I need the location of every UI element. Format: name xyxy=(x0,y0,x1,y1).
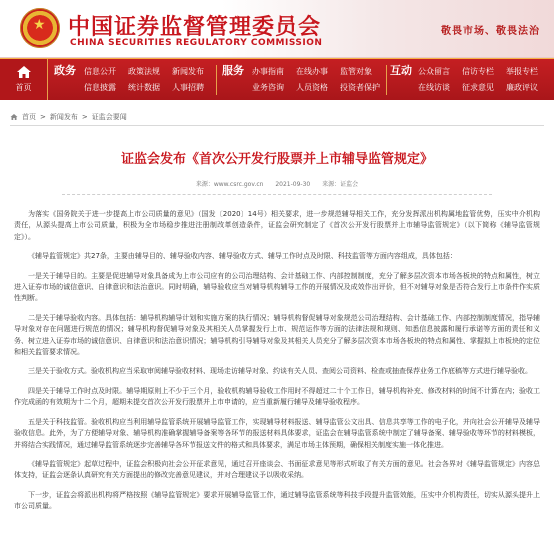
breadcrumb xyxy=(10,108,544,126)
nav-category-hudong: 互动 xyxy=(390,64,412,77)
nav-link-jianguanduixiang[interactable]: 监管对象 xyxy=(340,67,372,76)
nav-link-yewuzixun[interactable]: 业务咨询 xyxy=(252,83,284,92)
site-title[interactable]: 中国证券监督管理委员会 xyxy=(68,14,322,40)
nav-link-xinxigongkai[interactable]: 信息公开 xyxy=(84,67,116,76)
home-icon xyxy=(16,64,32,80)
nav-link-xinxipilu[interactable]: 信息披露 xyxy=(84,83,116,92)
article-paragraph: 二是关于辅导验收内容。具体包括：辅导机构辅导计划和实施方案的执行情况；辅导机构督促辅导对象规范公司治理结构、会计基础工作、内部控制制度情况，指导辅导对象对存在问题进行规范的情况；辅导机构督促辅导对象及其相关人员掌握发行上市、规范运作等方面的法律法规和规则、知悉信息披露和履行承诺等方面的责任和义务、树立进入证券市场的诚信意识、自律意识和法治意识情况；辅导机构引导辅导对象及其相关人员充分了解多层次资本市场各板块的特点和属性、掌握拟上市板块的定位和相关监管要求情况。 xyxy=(14,313,540,357)
article-meta xyxy=(62,179,492,195)
nav-category-fuwu: 服务 xyxy=(222,64,244,77)
nav-link-lianzhengpingyi[interactable]: 廉政评议 xyxy=(506,83,538,92)
nav-link-renyuanzige[interactable]: 人员资格 xyxy=(296,83,328,92)
article-title: 证监会发布《首次公开发行股票并上市辅导监管规定》 xyxy=(120,152,433,167)
nav-link-renshizhaopin[interactable]: 人事招聘 xyxy=(172,83,204,92)
article xyxy=(0,148,554,513)
breadcrumb-separator: > xyxy=(40,112,46,121)
nav-group-hudong xyxy=(390,59,550,100)
breadcrumb-csrc-news[interactable]: 证监会要闻 xyxy=(91,112,127,121)
meta-source: 来源：证监会 xyxy=(322,181,359,188)
nav-home-button[interactable] xyxy=(0,59,48,100)
breadcrumb-home[interactable]: 首页 xyxy=(22,112,36,121)
star-icon: ★ xyxy=(33,17,46,33)
nav-link-banshizhinan[interactable]: 办事指南 xyxy=(252,67,284,76)
article-paragraph: 四是关于辅导工作时点及时限。辅导期原则上不少于三个月，验收机构辅导验收工作用时不得超过二十个工作日，辅导机构补充、修改材料的时间不计算在内；验收工作完成函的有效期为十二个月，超期未提交首次公开发行股票并上市申请的，应当重新履行辅导及辅导验收程序。 xyxy=(14,386,540,407)
article-paragraph: 为落实《国务院关于进一步提高上市公司质量的意见》（国发〔2020〕14号）相关要求，进一步规范辅导相关工作，充分发挥派出机构属地监管优势，压实中介机构责任，从源头提高上市公司质量，积极为全市场稳步推进注册制改革创造条件，证监会研究制定了《首次公开发行股票并上市辅导监管规定》（以下简称《辅导监管规定》）。 xyxy=(14,210,540,241)
nav-link-zhengcefagui[interactable]: 政策法规 xyxy=(128,67,160,76)
meta-date: 2021-09-30 xyxy=(275,181,311,188)
nav-link-zhengqiuyijian[interactable]: 征求意见 xyxy=(462,83,494,92)
breadcrumb-separator: > xyxy=(81,112,88,121)
nav-divider xyxy=(216,65,217,95)
article-paragraph: 《辅导监管规定》起草过程中，证监会积极向社会公开征求意见，通过召开座谈会、书面征求意见等形式听取了有关方面的意见。社会各界对《辅导监管规定》内容总体支持，证监会逐条认真研究有关方面提出的修改完善意见建议，并对合理建议予以吸收采纳。 xyxy=(14,459,540,480)
nav-home-label: 首页 xyxy=(15,83,32,92)
article-paragraph: 五是关于科技监管。验收机构应当利用辅导监管系统开展辅导监管工作，实现辅导材料报送、辅导监管公文出具、信息共享等工作的电子化，并向社会公开辅导及辅导验收信息。此外，为了方便辅导对象、辅导机构准确掌握辅导备案等各环节的报送材料具体要求，证监会在辅导监管系统中制定了辅导备案、辅导验收等环节的材料模板，并将结合实践情况，通过辅导监管系统逐步完善辅导各环节报送文件的格式和具体要求，满足市场主体预期，确保相关制度实施一体化推进。 xyxy=(14,417,540,449)
national-emblem-logo[interactable] xyxy=(20,8,60,48)
article-paragraph: 一是关于辅导目的。主要是促进辅导对象具备成为上市公司应有的公司治理结构、会计基础工作、内部控制制度，充分了解多层次资本市场各板块的特点和属性，树立进入证券市场的诚信意识、自律意识和法治意识。同时明确，辅导验收应当对辅导机构辅导工作的开展情况及成效作出评价，但不对辅导对象是否符合发行上市条件作实质性判断。 xyxy=(14,271,540,303)
meta-source-url: 来源：www.csrc.gov.cn xyxy=(195,181,264,188)
nav-link-tongjishuju[interactable]: 统计数据 xyxy=(128,83,160,92)
nav-link-zaixianfangtan[interactable]: 在线访谈 xyxy=(418,83,450,92)
breadcrumb-news[interactable]: 新闻发布 xyxy=(49,112,78,121)
nav-link-gongzhongliuyan[interactable]: 公众留言 xyxy=(418,67,450,76)
nav-link-touzizhebaohu[interactable]: 投资者保护 xyxy=(340,83,380,92)
site-subtitle: CHINA SECURITIES REGULATORY COMMISSION xyxy=(70,38,323,48)
nav-divider xyxy=(386,65,387,95)
main-nav xyxy=(0,58,554,100)
nav-link-jubaozhuanlan[interactable]: 举报专栏 xyxy=(506,67,538,76)
article-paragraph: 三是关于验收方式。验收机构应当采取审阅辅导验收材料、现场走访辅导对象、约谈有关人员、查阅公司资料、检查或抽查保荐业务工作底稿等方式进行辅导验收。 xyxy=(28,367,532,376)
nav-link-xinfangzhuanlan[interactable]: 信访专栏 xyxy=(462,67,494,76)
nav-link-zaixianbanshi[interactable]: 在线办事 xyxy=(296,67,328,76)
article-paragraph: 下一步，证监会将派出机构将严格按照《辅导监管规定》要求开展辅导监管工作，通过辅导监管系统等科技手段提升监管效能，压实中介机构责任，切实从源头提升上市公司质量。 xyxy=(14,490,540,511)
nav-group-zhengwu xyxy=(54,59,214,100)
site-header xyxy=(0,0,554,58)
home-icon xyxy=(10,113,18,121)
nav-group-fuwu xyxy=(222,59,388,100)
article-paragraph: 《辅导监管规定》共27条，主要由辅导目的、辅导验收内容、辅导验收方式、辅导工作时点及时限、科技监管等方面内容组成，具体包括： xyxy=(28,252,457,261)
nav-category-zhengwu: 政务 xyxy=(54,64,76,77)
article-body xyxy=(14,209,540,513)
nav-link-xinwenfabu[interactable]: 新闻发布 xyxy=(172,67,204,76)
site-slogan: 敬畏市场、敬畏法治 xyxy=(441,26,540,37)
